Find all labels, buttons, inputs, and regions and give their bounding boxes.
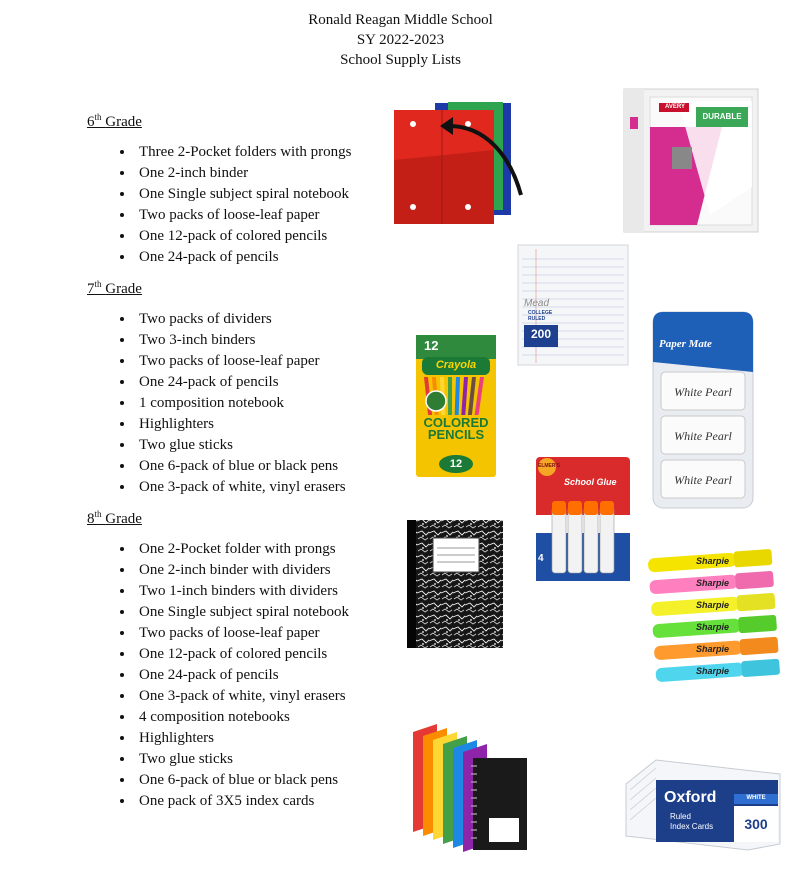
list-item: • Two 3-inch binders [135,330,346,351]
glue-sticks-image [534,455,632,583]
list-item: • One Single subject spiral notebook [135,184,351,205]
highlighter-brand: Sharpie [696,600,730,610]
grade-8-list [105,539,349,812]
list-item: • One 2-inch binder with dividers [135,560,349,581]
paper-brand: Mead [524,298,550,309]
highlighter-brand: Sharpie [696,666,730,676]
erasers-image [651,310,755,510]
document-title: School Supply Lists [340,52,461,68]
list-item: • 4 composition notebooks [135,707,349,728]
list-item: • Two glue sticks [135,435,346,456]
list-item: • Three 2-Pocket folders with prongs [135,142,351,163]
eraser-label: White Pearl [674,429,732,443]
spiral-notebooks-image [407,714,531,854]
list-item: • One 2-Pocket folder with prongs [135,539,349,560]
list-item: • Two packs of loose-leaf paper [135,623,349,644]
list-item: • One 24-pack of pencils [135,665,349,686]
list-item: • One 6-pack of blue or black pens [135,456,346,477]
composition-notebook-image [405,518,507,650]
glue-name: School Glue [564,477,617,487]
document-header [0,10,801,70]
binder-label: DURABLE [702,112,742,121]
list-item: • One pack of 3X5 index cards [135,791,349,812]
list-item: • One 3-pack of white, vinyl erasers [135,477,346,498]
highlighter-brand: Sharpie [696,644,730,654]
eraser-label: White Pearl [674,385,732,399]
list-item: • One 24-pack of pencils [135,247,351,268]
eraser-label: White Pearl [674,473,732,487]
eraser-brand: Paper Mate [659,338,712,350]
list-item: • One 3-pack of white, vinyl erasers [135,686,349,707]
index-brand: Oxford [664,789,717,806]
pencil-count: 12 [424,338,439,353]
highlighters-image [646,544,784,692]
list-item: • One 2-inch binder [135,163,351,184]
list-item: • Two packs of loose-leaf paper [135,351,346,372]
index-color: WHITE [746,795,766,801]
glue-count: 4 [538,553,544,564]
highlighter-brand: Sharpie [696,556,730,566]
list-item: • Two 1-inch binders with dividers [135,581,349,602]
list-item: • One Single subject spiral notebook [135,602,349,623]
grade-6-heading: 6th Grade [87,112,142,130]
paper-desc: COLLEGE RULED [528,310,553,322]
grade-6-list [105,142,351,268]
list-item: • One 6-pack of blue or black pens [135,770,349,791]
index-cards-image [622,756,782,852]
pencil-count-bottom: 12 [449,458,463,470]
school-name: Ronald Reagan Middle School [308,12,493,28]
grade-7-list [105,309,346,498]
list-item: • Highlighters [135,414,346,435]
binder-brand: AVERY [664,104,685,110]
list-item: • Two packs of dividers [135,309,346,330]
list-item: • Highlighters [135,728,349,749]
list-item: • 1 composition notebook [135,393,346,414]
binder-image [622,87,762,235]
school-year: SY 2022-2023 [356,32,445,48]
loose-leaf-paper-image [516,243,630,367]
list-item: • Two packs of loose-leaf paper [135,205,351,226]
pencil-brand: Crayola [435,359,477,371]
list-item: • One 12-pack of colored pencils [135,644,349,665]
highlighter-brand: Sharpie [696,622,730,632]
grade-8-heading: 8th Grade [87,509,142,527]
glue-brand: ELMER'S [537,463,561,469]
index-desc: Ruled Index Cards [670,812,714,831]
highlighter-brand: Sharpie [696,578,730,588]
list-item: • One 12-pack of colored pencils [135,226,351,247]
pencil-name: COLORED PENCILS [423,415,489,442]
list-item: • One 24-pack of pencils [135,372,346,393]
list-item: • Two glue sticks [135,749,349,770]
grade-7-heading: 7th Grade [87,279,142,297]
colored-pencils-image [414,333,498,479]
paper-count: 200 [530,327,552,341]
folders-image [390,100,525,230]
index-count: 300 [744,816,768,832]
